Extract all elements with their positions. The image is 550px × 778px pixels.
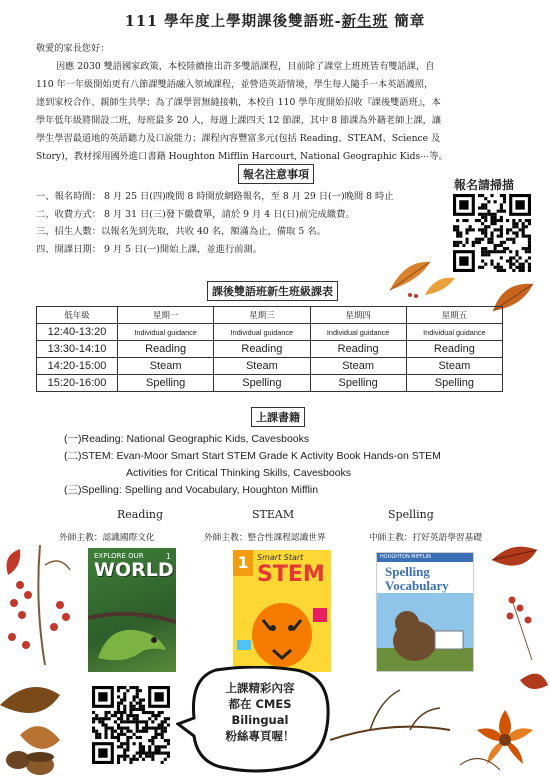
table-cell: Individual guidance (406, 324, 502, 341)
bubble-line: 粉絲專頁喔！ (225, 729, 295, 743)
greeting: 敬愛的家長您好： (36, 43, 110, 54)
column-heading-steam: STEAM (252, 508, 295, 521)
table-cell: 12:40-13:20 (37, 324, 118, 341)
table-cell: Spelling (310, 375, 406, 392)
cover-top-text: HOUGHTON MIFFLIN (377, 553, 473, 562)
book-item: (三)Spelling: Spelling and Vocabulary, Houghton Mifflin (64, 484, 319, 496)
table-cell: 13:30-14:10 (37, 341, 118, 358)
schedule-title: 課後雙語班新生班級課表 (207, 281, 338, 301)
teacher-note: 外師主教：整合性課程認識世界 (204, 533, 326, 543)
cover-title: STEM (257, 562, 325, 587)
table-header: 低年級 (37, 307, 118, 324)
notice-list (36, 188, 456, 258)
book-item: (一)Reading: National Geographic Kids, Cavesbooks (64, 433, 310, 445)
qr-caption: 報名請掃描 (454, 178, 515, 192)
teacher-note: 中師主教：打好英語學習基礎 (369, 533, 482, 543)
table-cell: Steam (214, 358, 310, 375)
title-tail: 簡章 (388, 13, 426, 30)
table-header-row (37, 307, 503, 324)
flower-branch-icon (330, 660, 550, 778)
intro-line: 因應 2030 雙語國家政策，本校陸續推出許多雙語課程，目前除了課堂上班班皆有雙語課，自 (56, 61, 435, 72)
fanpage-qr-code[interactable] (92, 686, 170, 764)
table-cell: Reading (214, 341, 310, 358)
intro-line: Story)，教材採用國外進口書籍 Houghton Mifflin Harcourt, National Geographic Kids⋯等。 (36, 151, 448, 162)
column-heading-spelling: Spelling (388, 508, 434, 521)
chameleon-icon (88, 588, 176, 672)
table-header: 星期五 (406, 307, 502, 324)
intro-line: 學生學習最道地的英語聽力及口說能力；課程內容豐富多元(包括 Reading、STEAM、Science 及 (36, 133, 441, 144)
notice-item: 一、報名時間： 8 月 25 日(四)晚間 8 時開放網路報名，至 8 月 29 日(一)晚間 8 時止 (36, 191, 394, 202)
bubble-line: Bilingual (231, 713, 289, 727)
stem-book-cover (233, 550, 331, 672)
fanpage-message (200, 680, 320, 744)
table-cell: Individual guidance (310, 324, 406, 341)
table-cell: Reading (310, 341, 406, 358)
table-cell: Steam (118, 358, 214, 375)
notice-item: 三、招生人數：以報名先到先取，共收 40 名，額滿為止，備取 5 名。 (36, 226, 326, 237)
cover-title: Spelling (385, 564, 430, 579)
cover-top-text: EXPLORE OUR (94, 552, 144, 560)
books-title: 上課書籍 (251, 407, 305, 427)
book-item: Activities for Critical Thinking Skills, Cavesbooks (126, 467, 352, 479)
grade-badge: 1 (233, 550, 253, 576)
table-cell: Reading (406, 341, 502, 358)
book-item: (二)STEM: Evan-Moor Smart Start STEM Grade K Activity Book Hands-on STEM (64, 450, 441, 462)
table-row (37, 341, 503, 358)
berry-branch-icon (0, 545, 82, 778)
table-header: 星期一 (118, 307, 214, 324)
registration-qr-code[interactable] (453, 194, 531, 272)
world-book-cover (88, 548, 176, 672)
intro-paragraph (36, 58, 516, 166)
intro-line: 110 年一年級開始更有八節課雙語融入領域課程，並營造英語情境，學生每人隨手一本英語護照， (36, 79, 434, 90)
teacher-note: 外師主教：認識國際文化 (59, 533, 155, 543)
notice-item: 二、收費方式： 8 月 31 日(三)發下繳費單，請於 9 月 4 日(日)前完成繳費。 (36, 208, 355, 220)
table-row (37, 375, 503, 392)
page-title (0, 10, 550, 31)
table-header: 星期三 (214, 307, 310, 324)
cover-title: WORLD (94, 559, 174, 581)
table-cell: 14:20-15:00 (37, 358, 118, 375)
leaf-decoration-icon (482, 540, 550, 660)
table-cell: Spelling (406, 375, 502, 392)
table-cell: Steam (406, 358, 502, 375)
table-cell: Individual guidance (214, 324, 310, 341)
table-cell: 15:20-16:00 (37, 375, 118, 392)
intro-line: 達到家校合作、親師生共學；為了課學習無縫接軌，本校自 110 學年度開始招收『課後雙語班』，本 (36, 97, 441, 108)
table-header: 星期四 (310, 307, 406, 324)
schedule-table (36, 306, 503, 392)
notice-title: 報名注意事項 (238, 164, 314, 184)
title-underlined: 新生班 (341, 13, 389, 30)
table-row (37, 324, 503, 341)
book-list (64, 431, 534, 499)
intro-line: 學年低年級將開設二班，每班最多 20 人，每週上課四天 12 節課，其中 8 節課為外籍老師上課，讓 (36, 115, 442, 126)
cover-top-text: Smart Start (257, 553, 304, 562)
bubble-line: 上課精彩內容 (225, 681, 295, 695)
table-cell: Individual guidance (118, 324, 214, 341)
table-row (37, 358, 503, 375)
cover-number: 1 (165, 552, 171, 561)
table-cell: Spelling (214, 375, 310, 392)
leaf-decoration-icon (380, 250, 460, 300)
title-main: 111 學年度上學期課後雙語班- (124, 13, 342, 30)
notice-item: 四、開課日期： 9 月 5 日(一)開始上課，並進行前測。 (36, 243, 263, 255)
tiger-icon (233, 590, 331, 672)
column-heading-reading: Reading (117, 508, 164, 521)
spelling-book-cover (376, 552, 474, 672)
table-cell: Reading (118, 341, 214, 358)
cover-subtitle: Vocabulary (385, 578, 449, 593)
bubble-line: 都在 CMES (228, 697, 292, 711)
table-cell: Steam (310, 358, 406, 375)
table-cell: Spelling (118, 375, 214, 392)
